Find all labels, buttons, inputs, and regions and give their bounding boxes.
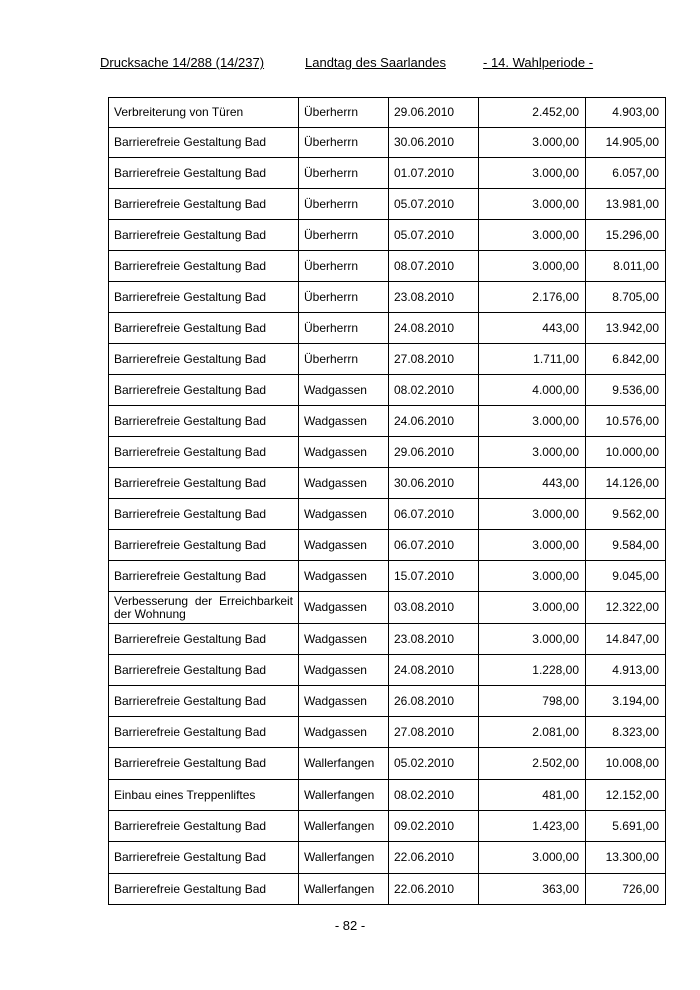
table-row bbox=[109, 344, 666, 375]
total-cost-cell: 12.152,00 bbox=[586, 780, 666, 811]
description-cell: Barrierefreie Gestaltung Bad bbox=[109, 313, 299, 344]
legislative-period: - 14. Wahlperiode - bbox=[483, 55, 594, 70]
description-cell: Barrierefreie Gestaltung Bad bbox=[109, 158, 299, 189]
grant-amount-cell: 3.000,00 bbox=[479, 842, 586, 874]
total-cost-cell: 5.691,00 bbox=[586, 811, 666, 842]
description-cell: Barrierefreie Gestaltung Bad bbox=[109, 874, 299, 905]
total-cost-cell: 6.057,00 bbox=[586, 158, 666, 189]
description-cell: Barrierefreie Gestaltung Bad bbox=[109, 468, 299, 499]
date-cell: 24.08.2010 bbox=[389, 313, 479, 344]
grant-amount-cell: 3.000,00 bbox=[479, 189, 586, 220]
grant-amount-cell: 443,00 bbox=[479, 313, 586, 344]
grant-amount-cell: 443,00 bbox=[479, 468, 586, 499]
municipality-cell: Überherrn bbox=[299, 282, 389, 313]
table-row bbox=[109, 189, 666, 220]
date-cell: 06.07.2010 bbox=[389, 530, 479, 561]
date-cell: 24.08.2010 bbox=[389, 655, 479, 686]
description-cell: Barrierefreie Gestaltung Bad bbox=[109, 561, 299, 592]
date-cell: 22.06.2010 bbox=[389, 874, 479, 905]
municipality-cell: Wadgassen bbox=[299, 530, 389, 561]
description-cell: Barrierefreie Gestaltung Bad bbox=[109, 189, 299, 220]
date-cell: 23.08.2010 bbox=[389, 282, 479, 313]
total-cost-cell: 6.842,00 bbox=[586, 344, 666, 375]
document-number: Drucksache 14/288 (14/237) bbox=[100, 55, 265, 70]
description-cell: Barrierefreie Gestaltung Bad bbox=[109, 406, 299, 437]
date-cell: 15.07.2010 bbox=[389, 561, 479, 592]
date-cell: 05.02.2010 bbox=[389, 748, 479, 780]
grant-amount-cell: 481,00 bbox=[479, 780, 586, 811]
date-cell: 23.08.2010 bbox=[389, 624, 479, 655]
table-row bbox=[109, 406, 666, 437]
description-cell: Barrierefreie Gestaltung Bad bbox=[109, 282, 299, 313]
grant-amount-cell: 3.000,00 bbox=[479, 530, 586, 561]
description-cell: Barrierefreie Gestaltung Bad bbox=[109, 655, 299, 686]
total-cost-cell: 8.705,00 bbox=[586, 282, 666, 313]
grant-amount-cell: 4.000,00 bbox=[479, 375, 586, 406]
grant-amount-cell: 3.000,00 bbox=[479, 624, 586, 655]
date-cell: 09.02.2010 bbox=[389, 811, 479, 842]
description-cell: Barrierefreie Gestaltung Bad bbox=[109, 842, 299, 874]
municipality-cell: Wadgassen bbox=[299, 437, 389, 468]
description-cell: Barrierefreie Gestaltung Bad bbox=[109, 251, 299, 282]
grant-amount-cell: 3.000,00 bbox=[479, 499, 586, 530]
municipality-cell: Wallerfangen bbox=[299, 748, 389, 780]
municipality-cell: Wallerfangen bbox=[299, 842, 389, 874]
total-cost-cell: 14.126,00 bbox=[586, 468, 666, 499]
municipality-cell: Wallerfangen bbox=[299, 874, 389, 905]
total-cost-cell: 9.584,00 bbox=[586, 530, 666, 561]
grant-amount-cell: 3.000,00 bbox=[479, 406, 586, 437]
grant-amount-cell: 1.228,00 bbox=[479, 655, 586, 686]
table-row bbox=[109, 561, 666, 592]
grant-amount-cell: 1.711,00 bbox=[479, 344, 586, 375]
grant-amount-cell: 798,00 bbox=[479, 686, 586, 717]
grant-amount-cell: 3.000,00 bbox=[479, 561, 586, 592]
municipality-cell: Überherrn bbox=[299, 98, 389, 128]
municipality-cell: Überherrn bbox=[299, 189, 389, 220]
grant-amount-cell: 3.000,00 bbox=[479, 158, 586, 189]
date-cell: 06.07.2010 bbox=[389, 499, 479, 530]
table-row bbox=[109, 251, 666, 282]
grant-amount-cell: 3.000,00 bbox=[479, 128, 586, 158]
funding-table-body bbox=[109, 98, 666, 905]
table-row bbox=[109, 874, 666, 905]
municipality-cell: Überherrn bbox=[299, 313, 389, 344]
date-cell: 29.06.2010 bbox=[389, 98, 479, 128]
date-cell: 05.07.2010 bbox=[389, 189, 479, 220]
table-row bbox=[109, 499, 666, 530]
grant-amount-cell: 1.423,00 bbox=[479, 811, 586, 842]
table-row bbox=[109, 437, 666, 468]
total-cost-cell: 726,00 bbox=[586, 874, 666, 905]
table-row bbox=[109, 468, 666, 499]
total-cost-cell: 14.847,00 bbox=[586, 624, 666, 655]
table-row bbox=[109, 686, 666, 717]
municipality-cell: Überherrn bbox=[299, 158, 389, 189]
date-cell: 08.02.2010 bbox=[389, 780, 479, 811]
table-row bbox=[109, 313, 666, 344]
description-cell: Barrierefreie Gestaltung Bad bbox=[109, 344, 299, 375]
description-cell: Verbreiterung von Türen bbox=[109, 98, 299, 128]
municipality-cell: Überherrn bbox=[299, 251, 389, 282]
description-cell: Barrierefreie Gestaltung Bad bbox=[109, 717, 299, 748]
date-cell: 08.07.2010 bbox=[389, 251, 479, 282]
description-cell: Barrierefreie Gestaltung Bad bbox=[109, 530, 299, 561]
total-cost-cell: 12.322,00 bbox=[586, 592, 666, 624]
date-cell: 22.06.2010 bbox=[389, 842, 479, 874]
grant-amount-cell: 3.000,00 bbox=[479, 437, 586, 468]
description-cell: Barrierefreie Gestaltung Bad bbox=[109, 375, 299, 406]
total-cost-cell: 13.300,00 bbox=[586, 842, 666, 874]
table-row bbox=[109, 375, 666, 406]
grant-amount-cell: 363,00 bbox=[479, 874, 586, 905]
municipality-cell: Wadgassen bbox=[299, 717, 389, 748]
total-cost-cell: 9.045,00 bbox=[586, 561, 666, 592]
grant-amount-cell: 3.000,00 bbox=[479, 220, 586, 251]
total-cost-cell: 8.011,00 bbox=[586, 251, 666, 282]
date-cell: 03.08.2010 bbox=[389, 592, 479, 624]
grant-amount-cell: 2.081,00 bbox=[479, 717, 586, 748]
description-cell: Barrierefreie Gestaltung Bad bbox=[109, 499, 299, 530]
grant-amount-cell: 3.000,00 bbox=[479, 251, 586, 282]
date-cell: 01.07.2010 bbox=[389, 158, 479, 189]
total-cost-cell: 9.536,00 bbox=[586, 375, 666, 406]
description-cell: Barrierefreie Gestaltung Bad bbox=[109, 811, 299, 842]
total-cost-cell: 8.323,00 bbox=[586, 717, 666, 748]
description-cell: Barrierefreie Gestaltung Bad bbox=[109, 437, 299, 468]
table-row bbox=[109, 220, 666, 251]
description-cell: Verbesserung der Erreichbarkeit der Wohnung bbox=[109, 592, 299, 624]
description-cell: Barrierefreie Gestaltung Bad bbox=[109, 128, 299, 158]
municipality-cell: Wallerfangen bbox=[299, 811, 389, 842]
date-cell: 26.08.2010 bbox=[389, 686, 479, 717]
date-cell: 30.06.2010 bbox=[389, 128, 479, 158]
total-cost-cell: 13.942,00 bbox=[586, 313, 666, 344]
municipality-cell: Wadgassen bbox=[299, 624, 389, 655]
table-row bbox=[109, 717, 666, 748]
grant-amount-cell: 2.502,00 bbox=[479, 748, 586, 780]
grant-amount-cell: 3.000,00 bbox=[479, 592, 586, 624]
municipality-cell: Wadgassen bbox=[299, 406, 389, 437]
date-cell: 27.08.2010 bbox=[389, 717, 479, 748]
total-cost-cell: 10.000,00 bbox=[586, 437, 666, 468]
table-row bbox=[109, 98, 666, 128]
municipality-cell: Wadgassen bbox=[299, 561, 389, 592]
date-cell: 08.02.2010 bbox=[389, 375, 479, 406]
grant-amount-cell: 2.176,00 bbox=[479, 282, 586, 313]
description-cell: Barrierefreie Gestaltung Bad bbox=[109, 686, 299, 717]
municipality-cell: Wadgassen bbox=[299, 592, 389, 624]
date-cell: 27.08.2010 bbox=[389, 344, 479, 375]
page-number: - 82 - bbox=[334, 918, 366, 933]
municipality-cell: Überherrn bbox=[299, 220, 389, 251]
total-cost-cell: 9.562,00 bbox=[586, 499, 666, 530]
total-cost-cell: 13.981,00 bbox=[586, 189, 666, 220]
municipality-cell: Wadgassen bbox=[299, 375, 389, 406]
municipality-cell: Überherrn bbox=[299, 344, 389, 375]
table-row bbox=[109, 811, 666, 842]
description-cell: Barrierefreie Gestaltung Bad bbox=[109, 220, 299, 251]
table-row bbox=[109, 780, 666, 811]
municipality-cell: Wadgassen bbox=[299, 655, 389, 686]
date-cell: 05.07.2010 bbox=[389, 220, 479, 251]
description-cell: Barrierefreie Gestaltung Bad bbox=[109, 748, 299, 780]
date-cell: 30.06.2010 bbox=[389, 468, 479, 499]
parliament-name: Landtag des Saarlandes bbox=[305, 55, 446, 70]
municipality-cell: Wallerfangen bbox=[299, 780, 389, 811]
table-row bbox=[109, 748, 666, 780]
table-row bbox=[109, 624, 666, 655]
total-cost-cell: 10.008,00 bbox=[586, 748, 666, 780]
total-cost-cell: 4.903,00 bbox=[586, 98, 666, 128]
municipality-cell: Wadgassen bbox=[299, 686, 389, 717]
grant-amount-cell: 2.452,00 bbox=[479, 98, 586, 128]
table-row bbox=[109, 592, 666, 624]
description-cell: Barrierefreie Gestaltung Bad bbox=[109, 624, 299, 655]
table-row bbox=[109, 158, 666, 189]
table-row bbox=[109, 282, 666, 313]
total-cost-cell: 14.905,00 bbox=[586, 128, 666, 158]
table-row bbox=[109, 655, 666, 686]
municipality-cell: Überherrn bbox=[299, 128, 389, 158]
date-cell: 24.06.2010 bbox=[389, 406, 479, 437]
table-row bbox=[109, 128, 666, 158]
date-cell: 29.06.2010 bbox=[389, 437, 479, 468]
table-row bbox=[109, 530, 666, 561]
table-row bbox=[109, 842, 666, 874]
municipality-cell: Wadgassen bbox=[299, 499, 389, 530]
municipality-cell: Wadgassen bbox=[299, 468, 389, 499]
total-cost-cell: 3.194,00 bbox=[586, 686, 666, 717]
description-cell: Einbau eines Treppenliftes bbox=[109, 780, 299, 811]
total-cost-cell: 15.296,00 bbox=[586, 220, 666, 251]
total-cost-cell: 4.913,00 bbox=[586, 655, 666, 686]
funding-table bbox=[108, 97, 666, 905]
total-cost-cell: 10.576,00 bbox=[586, 406, 666, 437]
page-header bbox=[100, 55, 600, 73]
